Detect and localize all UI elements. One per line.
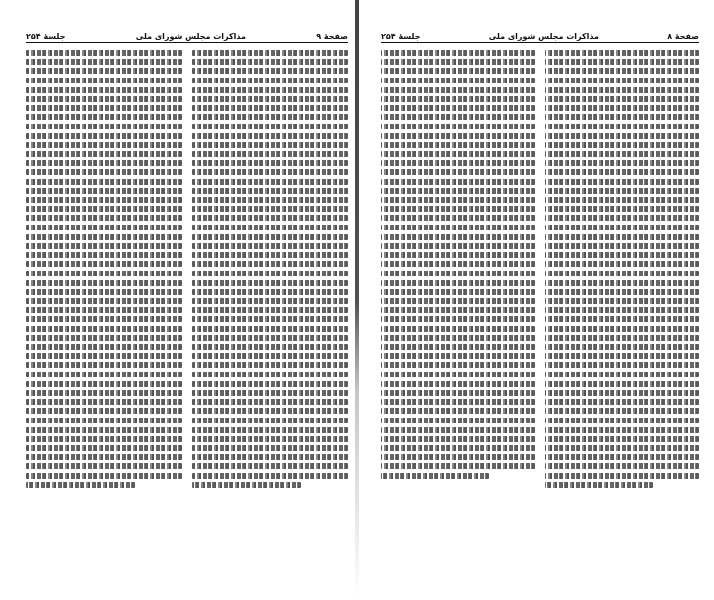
book-title: مذاکرات مجلس شورای ملی [135,32,246,41]
text-line [381,473,489,479]
text-line [381,96,535,102]
text-line [545,197,699,203]
text-line [381,151,535,157]
text-line [381,59,535,65]
text-line [381,234,535,240]
text-line [381,463,535,469]
text-column-left [381,50,535,500]
book-title: مذاکرات مجلس شورای ملی [488,32,599,41]
text-line [381,362,535,368]
text-line [545,271,699,277]
text-line [381,197,535,203]
text-line [545,280,699,286]
text-line [26,261,182,267]
text-line [545,59,699,65]
text-line [381,298,535,304]
text-line [381,454,535,460]
text-line [381,206,535,212]
text-line [26,427,182,433]
text-line [545,436,699,442]
text-line [26,234,182,240]
text-line [192,124,348,130]
text-line [192,298,348,304]
text-line [192,133,348,139]
text-line [381,124,535,130]
text-line [545,381,699,387]
text-line [26,151,182,157]
text-line [26,215,182,221]
text-line [381,326,535,332]
text-line [545,50,699,56]
running-header [381,27,699,43]
text-line [381,160,535,166]
text-line [381,353,535,359]
text-line [545,289,699,295]
text-line [381,408,535,414]
text-line [192,390,348,396]
text-line [192,87,348,93]
text-line [545,344,699,350]
text-line [192,206,348,212]
text-line [381,271,535,277]
text-line [545,390,699,396]
text-line [26,418,182,424]
text-line [192,261,348,267]
text-line [26,316,182,322]
text-line [26,289,182,295]
text-line [192,114,348,120]
text-line [545,169,699,175]
page-number: صفحهٔ ۹ [316,32,348,41]
text-line [381,78,535,84]
text-column-right [545,50,699,500]
text-line [26,243,182,249]
text-line [545,243,699,249]
text-line [192,142,348,148]
text-line [381,225,535,231]
text-line [26,473,182,479]
text-line [192,271,348,277]
text-line [381,50,535,56]
text-line [545,372,699,378]
text-line [381,316,535,322]
text-line [26,463,182,469]
text-line [192,473,348,479]
text-line [192,243,348,249]
text-line [545,326,699,332]
text-line [26,298,182,304]
text-line [26,59,182,65]
text-line [545,454,699,460]
text-line [26,169,182,175]
text-line [381,169,535,175]
text-line [381,68,535,74]
text-line [192,427,348,433]
text-line [26,114,182,120]
text-columns [381,50,699,500]
text-line [192,408,348,414]
text-line [192,96,348,102]
text-line [26,206,182,212]
text-line [192,50,348,56]
text-line [26,372,182,378]
text-line [381,289,535,295]
text-column-right [192,50,348,500]
text-line [26,197,182,203]
text-line [192,381,348,387]
text-line [545,399,699,405]
text-line [26,307,182,313]
text-line [192,188,348,194]
text-line [192,234,348,240]
text-line [545,418,699,424]
text-line [192,160,348,166]
text-line [381,280,535,286]
text-line [192,436,348,442]
text-line [545,151,699,157]
text-line [192,252,348,258]
text-line [26,50,182,56]
text-line [381,418,535,424]
text-line [545,96,699,102]
page-number: صفحهٔ ۸ [667,32,699,41]
text-line [192,225,348,231]
text-line [381,114,535,120]
text-line [381,105,535,111]
text-line [545,206,699,212]
text-line [26,78,182,84]
text-line [26,408,182,414]
text-line [545,124,699,130]
text-line [26,87,182,93]
text-line [192,179,348,185]
text-line [381,427,535,433]
text-line [545,335,699,341]
text-line [192,78,348,84]
text-line [192,151,348,157]
text-line [26,362,182,368]
text-line [192,169,348,175]
text-line [545,142,699,148]
text-line [545,482,653,488]
text-line [192,326,348,332]
text-line [26,399,182,405]
text-line [192,372,348,378]
text-line [545,78,699,84]
text-line [26,252,182,258]
text-line [26,179,182,185]
text-line [381,243,535,249]
text-line [26,160,182,166]
text-line [545,353,699,359]
text-line [26,482,135,488]
text-line [26,225,182,231]
text-line [381,344,535,350]
text-line [26,271,182,277]
text-line [545,362,699,368]
text-line [381,252,535,258]
session-number: جلسهٔ ۲۵۴ [381,32,421,41]
text-line [26,445,182,451]
text-line [381,179,535,185]
text-line [545,307,699,313]
text-line [26,353,182,359]
text-line [26,454,182,460]
text-line [26,124,182,130]
text-line [545,445,699,451]
text-line [545,427,699,433]
text-line [192,316,348,322]
running-header [26,27,348,43]
text-line [381,307,535,313]
text-line [381,188,535,194]
text-line [192,215,348,221]
text-line [381,87,535,93]
text-line [545,68,699,74]
text-line [26,335,182,341]
text-line [545,234,699,240]
text-line [545,316,699,322]
text-line [26,436,182,442]
text-line [381,390,535,396]
text-line [192,418,348,424]
text-line [192,68,348,74]
text-line [192,445,348,451]
page-left [0,0,355,600]
text-columns [26,50,348,500]
text-line [26,105,182,111]
text-line [381,372,535,378]
text-line [192,280,348,286]
text-line [545,463,699,469]
text-line [192,463,348,469]
text-line [192,482,301,488]
text-line [381,381,535,387]
text-line [381,215,535,221]
text-line [26,390,182,396]
text-line [381,436,535,442]
text-line [381,335,535,341]
text-line [26,381,182,387]
text-line [26,142,182,148]
text-line [192,362,348,368]
text-line [545,298,699,304]
text-line [545,215,699,221]
text-line [192,307,348,313]
text-line [192,454,348,460]
text-line [545,225,699,231]
text-line [545,261,699,267]
text-line [381,261,535,267]
text-line [192,344,348,350]
text-line [381,445,535,451]
text-line [192,289,348,295]
text-line [545,179,699,185]
text-line [26,280,182,286]
text-line [192,59,348,65]
text-line [545,160,699,166]
text-line [381,399,535,405]
text-line [545,188,699,194]
text-line [192,399,348,405]
text-line [381,142,535,148]
text-line [545,252,699,258]
session-number: جلسهٔ ۲۵۴ [26,32,66,41]
text-line [26,68,182,74]
text-line [26,344,182,350]
text-line [545,105,699,111]
text-line [545,473,699,479]
text-line [192,105,348,111]
text-line [26,326,182,332]
text-line [26,96,182,102]
text-line [26,133,182,139]
text-line [192,353,348,359]
text-line [192,197,348,203]
text-line [545,87,699,93]
text-line [26,188,182,194]
text-line [545,408,699,414]
text-line [545,114,699,120]
text-column-left [26,50,182,500]
text-line [192,335,348,341]
page-right [359,0,714,600]
text-line [381,133,535,139]
text-line [545,133,699,139]
